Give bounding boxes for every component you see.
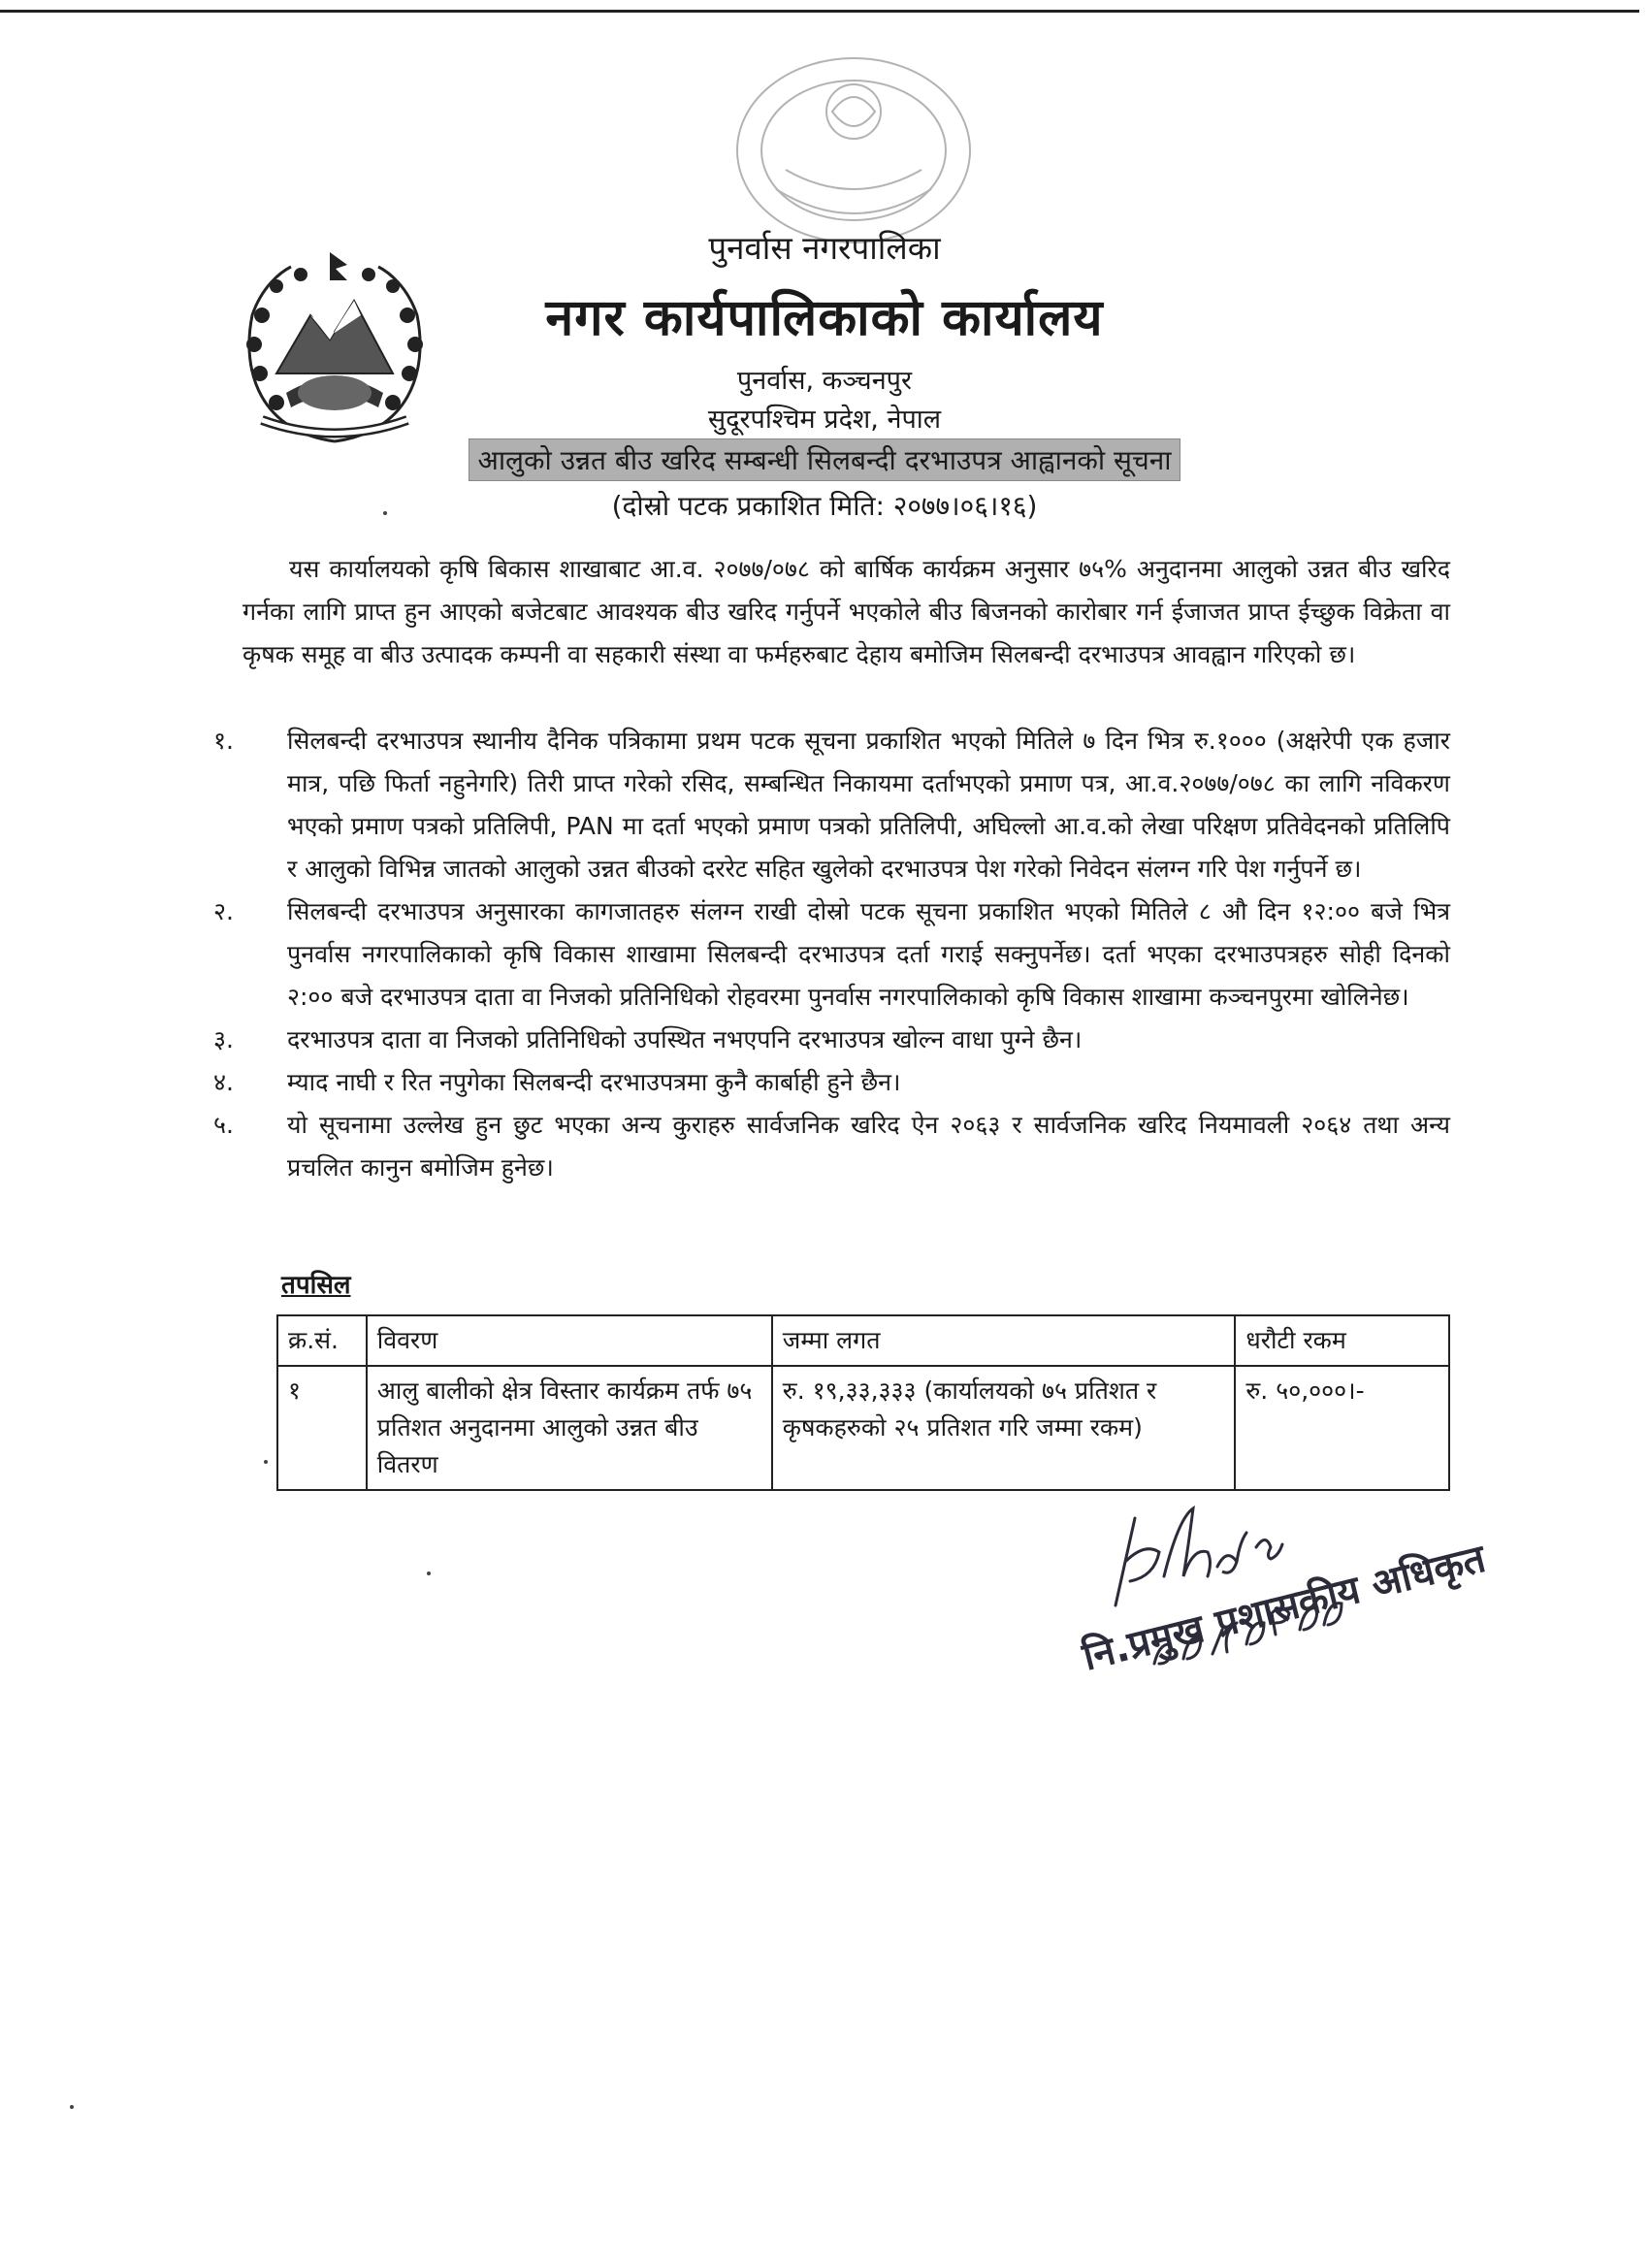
condition-text: दरभाउपत्र दाता वा निजको प्रतिनिधिको उपस्थित नभएपनि दरभाउपत्र खोल्न वाधा पुग्ने छैन। (287, 1025, 1083, 1053)
cell-deposit: रु. ५०,०००।- (1235, 1366, 1449, 1490)
scan-speck (70, 2105, 74, 2109)
conditions-list (213, 720, 1450, 1189)
table-header-row (277, 1315, 1449, 1366)
condition-number: ४. (213, 1068, 234, 1096)
officer-designation: नि.प्रमुख प्रशासकीय अधिकृत (1078, 1536, 1490, 1680)
notice-title-wrapper (0, 438, 1649, 481)
schedule-table (276, 1314, 1450, 1491)
condition-number: २. (213, 897, 234, 925)
table-row (277, 1366, 1449, 1490)
condition-item (213, 1104, 1450, 1189)
condition-item (213, 891, 1450, 1019)
scan-speck (383, 511, 387, 515)
municipality-name: पुनर्वास नगरपालिका (708, 229, 941, 267)
header-total-cost: जम्मा लगत (772, 1315, 1236, 1366)
top-border-line (0, 10, 1639, 13)
condition-text: सिलबन्दी दरभाउपत्र स्थानीय दैनिक पत्रिकामा प्रथम पटक सूचना प्रकाशित भएको मितिले ७ दिन भित्र रु.१००० (अक्षरेपी एक हजार मात्र, पछि फिर्ता नहुनेगरि) तिरी प्राप्त गरेको रसिद, सम्बन्धित निकायमा दर्ताभएको प्रमाण पत्र, आ.व.२०७७/०७८ का लागि नविकरण भएको प्रमाण पत्रको प्रतिलिपी, PAN मा दर्ता भएको प्रमाण पत्रको प्रतिलिपी, अघिल्लो आ.व.को लेखा परिक्षण प्रतिवेदनको प्रतिलिपि र आलुको विभिन्न जातको आलुको उन्नत बीउको दररेट सहित खुलेको दरभाउपत्र पेश गरेको निवेदन संलग्न गरि पेश गर्नुपर्ने छ। (287, 727, 1450, 883)
header-description: विवरण (367, 1315, 772, 1366)
intro-paragraph: यस कार्यालयको कृषि बिकास शाखाबाट आ.व. २०७७/०७८ को बार्षिक कार्यक्रम अनुसार ७५% अनुदानमा आलुको उन्नत बीउ खरिद गर्नका लागि प्राप्त हुन आएको बजेटबाट आवश्यक बीउ खरिद गर्नुपर्ने भएकोले बीउ बिजनको कारोबार गर्न ईजाजत प्राप्त ईच्छुक विक्रेता वा कृषक समूह वा बीउ उत्पादक कम्पनी वा सहकारी संस्था वा फर्महरुबाट देहाय बमोजिम सिलबन्दी दरभाउपत्र आवह्वान गरिएको छ। (242, 555, 1450, 668)
condition-number: ३. (213, 1025, 234, 1053)
office-address: पुनर्वास, कञ्चनपुर (736, 366, 913, 396)
cell-serial: १ (277, 1366, 367, 1490)
condition-number: १. (213, 727, 234, 755)
schedule-heading: तपसिल (281, 1271, 351, 1300)
condition-text: यो सूचनामा उल्लेख हुन छुट भएका अन्य कुराहरु सार्वजनिक खरिद ऐन २०६३ र सार्वजनिक खरिद नियमावली २०६४ तथा अन्य प्रचलित कानुन बमोजिम हुनेछ। (287, 1111, 1450, 1182)
condition-item (213, 1061, 1450, 1104)
cell-description: आलु बालीको क्षेत्र विस्तार कार्यक्रम तर्फ ७५ प्रतिशत अनुदानमा आलुको उन्नत बीउ वितरण (367, 1366, 772, 1490)
office-title: नगर कार्यपालिकाको कार्यालय (545, 289, 1104, 347)
notice-title: आलुको उन्नत बीउ खरिद सम्बन्धी सिलबन्दी दरभाउपत्र आह्वानको सूचना (469, 438, 1180, 481)
condition-text: सिलबन्दी दरभाउपत्र अनुसारका कागजातहरु संलग्न राखी दोस्रो पटक सूचना प्रकाशित भएको मितिले ८ औ दिन १२:०० बजे भित्र पुनर्वास नगरपालिकाको कृषि विकास शाखामा सिलबन्दी दरभाउपत्र दर्ता गराई सक्नुपर्नेछ। दर्ता भएका दरभाउपत्रहरु सोही दिनको २:०० बजे दरभाउपत्र दाता वा निजको प्रतिनिधिको रोहवरमा पुनर्वास नगरपालिकाको कृषि विकास शाखामा कञ्चनपुरमा खोलिनेछ। (287, 897, 1450, 1011)
scan-speck (264, 1460, 268, 1464)
condition-text: म्याद नाघी र रित नपुगेका सिलबन्दी दरभाउपत्रमा कुनै कार्बाही हुने छैन। (287, 1068, 901, 1096)
header-serial: क्र.सं. (277, 1315, 367, 1366)
condition-number: ५. (213, 1111, 234, 1139)
cell-total-cost: रु. १९,३३,३३३ (कार्यालयको ७५ प्रतिशत र कृषकहरुको २५ प्रतिशत गरि जम्मा रकम) (772, 1366, 1236, 1490)
province-line: सुदूरपश्चिम प्रदेश, नेपाल (707, 405, 942, 435)
scan-speck (427, 1571, 431, 1575)
condition-item (213, 1019, 1450, 1061)
publish-date: (दोस्रो पटक प्रकाशित मिति: २०७७।०६।१६) (611, 490, 1038, 522)
condition-item (213, 720, 1450, 891)
header-deposit: धरौटी रकम (1235, 1315, 1449, 1366)
